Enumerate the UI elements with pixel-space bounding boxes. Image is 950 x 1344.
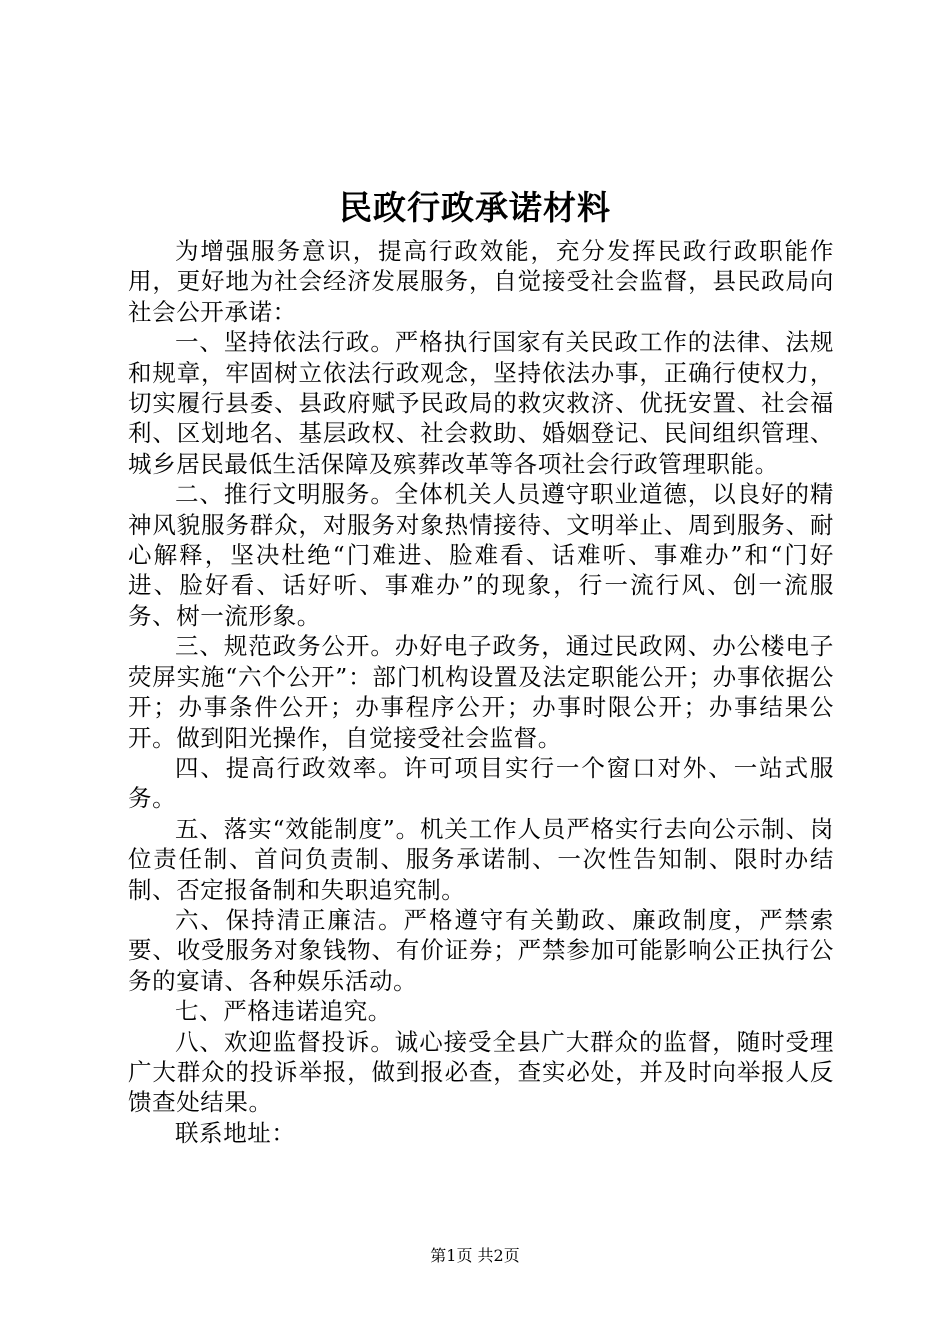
paragraph-item-7: 七、严格违诺追究。 (175, 997, 392, 1026)
page-footer (0, 1244, 950, 1268)
paragraph-intro: 为增强服务意识，提高行政效能，充分发挥民政行政职能作用，更好地为社会经济发展服务，自觉接受社会监督，县民政局向社会公开承诺： (128, 237, 834, 326)
paragraph-item-4: 四、提高行政效率。许可项目实行一个窗口对外、一站式服务。 (128, 753, 834, 813)
page-total: 共2页 (477, 1246, 520, 1265)
document-title: 民政行政承诺材料 (339, 188, 611, 227)
paragraph-item-6: 六、保持清正廉洁。严格遵守有关勤政、廉政制度，严禁索要、收受服务对象钱物、有价证券；严禁参加可能影响公正执行公务的宴请、各种娱乐活动。 (128, 905, 834, 995)
paragraph-item-2: 二、推行文明服务。全体机关人员遵守职业道德，以良好的精神风貌服务群众，对服务对象热情接待、文明举止、周到服务、耐心解释，坚决杜绝“门难进、脸难看、话难听、事难办”和“门好进、脸好看、话好听、事难办”的现象，行一流行风、创一流服务、树一流形象。 (128, 480, 834, 630)
document-body (128, 236, 834, 1148)
paragraph-item-5: 五、落实“效能制度”。机关工作人员严格实行去向公示制、岗位责任制、首问负责制、服务承诺制、一次性告知制、限时办结制、否定报备制和失职追究制。 (128, 814, 834, 904)
paragraph-item-8: 八、欢迎监督投诉。诚心接受全县广大群众的监督，随时受理广大群众的投诉举报，做到报必查，查实必处，并及时向举报人反馈查处结果。 (128, 1027, 834, 1117)
paragraph-item-1: 一、坚持依法行政。严格执行国家有关民政工作的法律、法规和规章，牢固树立依法行政观念，坚持依法办事，正确行使权力，切实履行县委、县政府赋予民政局的救灾救济、优抚安置、社会福利、区划地名、基层政权、社会救助、婚姻登记、民间组织管理、城乡居民最低生活保障及殡葬改革等各项社会行政管理职能。 (128, 328, 834, 478)
paragraph-item-3: 三、规范政务公开。办好电子政务，通过民政网、办公楼电子荧屏实施“六个公开”：部门机构设置及法定职能公开；办事依据公开；办事条件公开；办事程序公开；办事时限公开；办事结果公开。做到阳光操作，自觉接受社会监督。 (128, 632, 834, 752)
page-number: 第1页 (430, 1246, 473, 1265)
paragraph-contact-address: 联系地址： (175, 1118, 296, 1147)
